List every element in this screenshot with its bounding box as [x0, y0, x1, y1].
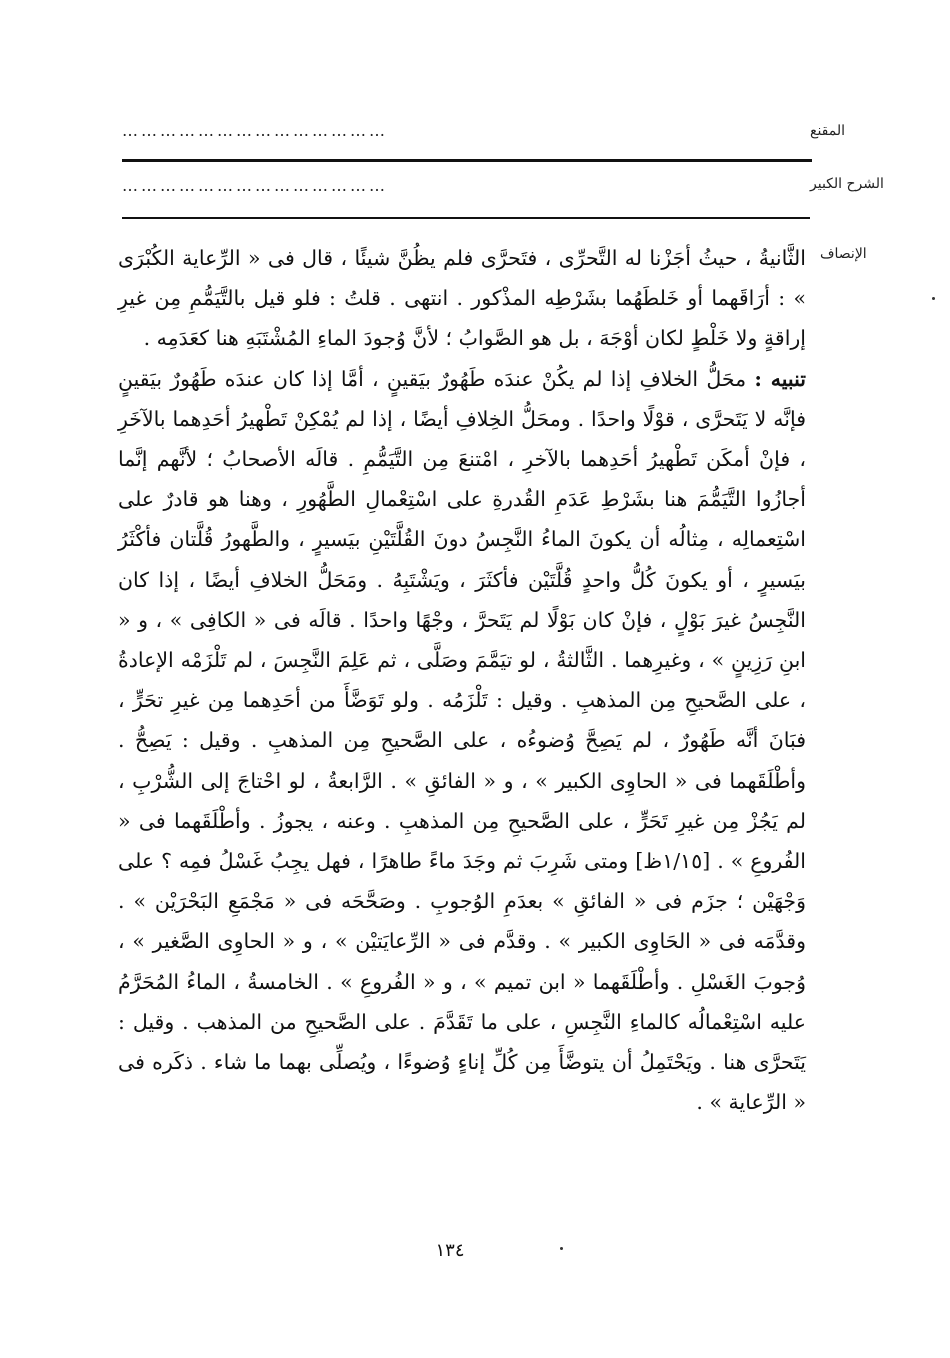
side-label-muqni: المقنع [810, 123, 846, 139]
page-number: ١٣٤ [435, 1240, 465, 1261]
main-text [118, 238, 806, 1122]
paragraph-1: الثَّانيةُ ، حيثُ أجَزْنا له التَّحرِّى ، فتَحرَّى فلم يظُنَّ شيئًا ، قال فى « الرِّعاية الكُبْرَى » : أرَاقَهما أو خَلطَهُما بشَرْطِه المذْكور . انتهى . قلتُ : فلو قيل بالتَّيَمُّمِ مِن غيرِ إراقةٍ ولا خَلْطٍ لكان أوْجَهَ ، بل هو الصَّوابُ ؛ لأنَّ وُجودَ الماءِ المُشْتَبَهِ هنا كعَدَمِه . [118, 246, 806, 351]
dots-line-sharh: …………………………………… [122, 176, 388, 195]
stray-dot [932, 297, 935, 300]
side-label-sharh: الشرح الكبير [810, 176, 884, 192]
rule-thick [122, 159, 812, 162]
stray-dot [560, 1247, 563, 1250]
tanbih-label: تنبيه : [754, 366, 806, 391]
paragraph-2 [118, 359, 806, 1123]
side-label-insaf: الإنصاف [820, 246, 867, 262]
rule-thin [122, 217, 810, 219]
dots-line-muqni: …………………………………… [122, 121, 388, 140]
paragraph-2-text: محَلُّ الخلافِ إذا لم يكُنْ عندَه طَهُورٌ بيَقينٍ ، أمَّا إذا كان عندَه طَهُورٌ بيَقينٍ فإنَّه لا يَتَحرَّى ، قوْلًا واحدًا . ومحَلُّ الخِلافِ أيضًا ، إذا لم يُمْكِنْ تَطْهيرُ أحَدِهما بالآخَرِ ، فإنْ أمكَن تَطْهيرُ أحَدِهما بالآخرِ ، امْتنعَ مِن التَّيَمُّمِ . قالَه الأصحابُ ؛ لأنَّهم إنَّما أجازُوا التَّيَمُّمَ هنا بشَرْطِ عَدَمِ القُدرةِ على اسْتِعْمالِ الطَّهُورِ ، وهنا هو قادرٌ على اسْتِعمالِه ، مِثالُه أن يكونَ الماءُ النَّجِسُ دونَ القُلَّتَيْنِ بيَسيرٍ ، والطَّهورُ قُلَّتان فأكْثَرُ بيَسيرٍ ، أو يكونَ كُلُّ واحدٍ قُلَّتَيْن فأكثَرَ ، ويَشْتَبِهُ . ومَحَلُّ الخلافِ أيضًا ، إذا كان النَّجِسُ غيرَ بَوْلٍ ، فإنْ كان بَوْلًا لم يَتَحرَّ ، وجْهًا واحدًا . قالَه فى « الكافِى » ، و « ابنِ رَزِينٍ » ، وغيرِهما . الثَّالثةُ ، لو تيَمَّمَ وصَلَّى ، ثم عَلِمَ النَّجِسَ ، لم تَلْزَمْه الإعادةُ ، على الصَّحيحِ مِن المذهبِ . وقيل : تَلْزَمُه . ولو تَوَضَّأَ من أحَدِهما مِن غيرِ تحَرٍّ ، فبَانَ أنَّه طَهُورٌ ، لم يَصِحَّ وُضوءُه ، على الصَّحيحِ مِن المذهبِ . وقيل : يَصِحُّ . وأطْلَقَهما فى « الحاوِى الكبير » ، و « الفائقِ » . الرَّابعةُ ، لو احْتاجَ إلى الشُّرْبِ ، لم يَجُزْ مِن غيرِ تَحَرٍّ ، على الصَّحيحِ مِن المذهبِ . وعنه ، يجوزُ . وأطْلَقَهما فى « الفُروعِ » . [١/١٥ظ] ومتى شَرِبَ ثم وجَدَ ماءً طاهرًا ، فهل يجِبُ غَسْلُ فمِه ؟ على وَجْهَيْن ؛ جزَم فى « الفائقِ » بعدَمِ الوُجوبِ . وصَحَّحَه فى « مَجْمَعِ البَحْرَيْن » . وقدَّمَه فى « الحَاوِى الكبير » . وقدَّم فى « الرِّعايَتيْن » ، و « الحاوِى الصَّغير » ، وُجوبَ الغَسْلِ . وأطْلَقَهما « ابن تميم » ، و « الفُروعِ » . الخامسةُ ، الماءُ المُحَرَّمُ عليه اسْتِعْمالُه كالماءِ النَّجِسِ ، على ما تَقَدَّمَ . على الصَّحيحِ من المذهب . وقيل : يَتَحرَّى هنا . ويَحْتَمِلُ أن يتوضَّأَ مِن كُلِّ إناءٍ وُضوءًا ، ويُصلِّى بهما ما شاء . ذكَره فى « الرِّعاية » . [118, 366, 806, 1115]
